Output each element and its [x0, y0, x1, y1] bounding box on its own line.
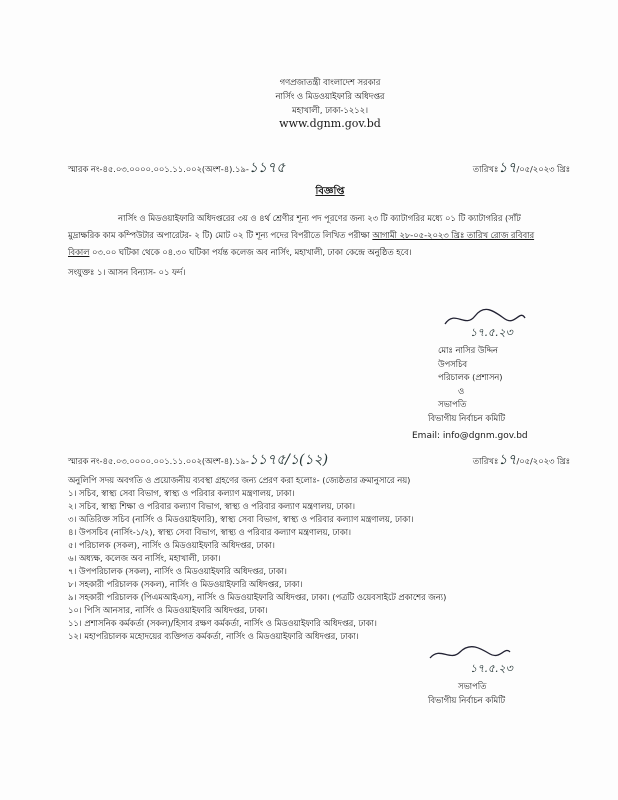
signatory-designation: উপসচিব — [438, 358, 468, 369]
signatory2-committee: বিভাগীয় নির্বাচন কমিটি — [428, 695, 506, 705]
address: মহাখালী, ঢাকা-১২১২। — [292, 105, 368, 115]
list-item: ১০। পিসি আনসার, নার্সিং ও মিডওয়াইফারি অধিদপ্তর, ঢাকা। — [68, 605, 268, 615]
memo-ref-text: স্মারক নং-৪৫.০৩.০০০০.০০১.১১.০০২(অংশ-৪).১৯- — [68, 164, 249, 174]
list-item: ২। সচিব, স্বাস্থ্য শিক্ষা ও পরিবার কল্যাণ বিভাগ, স্বাস্থ্য ও পরিবার কল্যাণ মন্ত্রণালয়, ঢাকা। — [68, 501, 355, 511]
list-item: ১২। মহাপরিচালক মহোদয়ের ব্যক্তিগত কর্মকর্তা, নার্সিং ও মিডওয়াইফারি অধিদপ্তর, ঢাকা। — [68, 631, 359, 641]
signature-date: ১৭.৫.২৩ — [470, 662, 513, 675]
list-item: ১। সচিব, স্বাস্থ্য সেবা বিভাগ, স্বাস্থ্য ও পরিবার কল্যাণ মন্ত্রণালয়, ঢাকা। — [68, 488, 295, 498]
memo2-ref — [68, 448, 328, 472]
memo2-date — [473, 448, 570, 472]
signatory-committee: বিভাগীয় নির্বাচন কমিটি — [428, 412, 506, 423]
body-text-2: কাম কম্পিউটার অপারেটর- ২ টি) মোট ০২ টি শূন্য পদের বিপরীতে লিখিত পরীক্ষা — [102, 230, 373, 240]
notice-body — [68, 210, 548, 261]
exam-date-underlined: আগামী ২৮-০৫-২০২৩ খ্রিঃ তারিখ রোজ রবিবার বিকাল — [68, 230, 535, 257]
distribution-intro: অনুলিপি সদয় অবগতি ও প্রয়োজনীয় ব্যবস্থা গ্রহণের জন্য প্রেরণ করা হলোঃ- (জ্যেষ্ঠতার ক্রমানুসারে নয়) — [68, 475, 411, 485]
list-item: ৯। সহকারী পরিচালক (পিএমআইএস), নার্সিং ও মিডওয়াইফারি অধিদপ্তর, ঢাকা। (পত্রটি ওয়েবসাইটে প্রকাশের জন্য) — [68, 592, 447, 602]
directorate-name: নার্সিং ও মিডওয়াইফারি অধিদপ্তর — [275, 91, 385, 101]
body-text-1: নার্সিং ও মিডওয়াইফারি অধিদপ্তরের ৩য় ও ৪র্থ শ্রেণীর শূন্য পদ পূরণের জন্য ২৩ টি ক্যাটাগরির মধ্যে ০১ টি ক্যাটাগরির (সাঁট মুদ্রাক্ষরিক — [68, 213, 521, 240]
list-item: ৩। অতিরিক্ত সচিব (নার্সিং ও মিডওয়াইফারি), স্বাস্থ্য সেবা বিভাগ, স্বাস্থ্য ও পরিবার কল্যাণ মন্ত্রণালয়, ঢাকা। — [68, 514, 414, 524]
signatory-designation: সভাপতি — [438, 399, 467, 409]
signatory-block — [428, 344, 506, 425]
date-handwritten: ১৭ — [498, 160, 517, 176]
signatory-designation: পরিচালক (প্রশাসন) — [438, 372, 503, 382]
website-link[interactable]: www.dgnm.gov.bd — [279, 117, 381, 130]
memo2-ref-text: স্মারক নং-৪৫.০৩.০০০০.০০১.১১.০০২(অংশ-৪).১৯- — [68, 456, 249, 466]
list-item: ৭। উপপরিচালক (সকল), নার্সিং ও মিডওয়াইফারি অধিদপ্তর, ঢাকা। — [68, 566, 287, 576]
date-handwritten: ১৭ — [498, 452, 517, 468]
signatory2-designation: সভাপতি — [458, 681, 487, 691]
list-item: ৮। সহকারী পরিচালক (সকল), নার্সিং ও মিডওয়াইফারি অধিদপ্তর, ঢাকা। — [68, 579, 303, 589]
signatory-and: ও — [458, 385, 465, 396]
distribution-list — [68, 474, 446, 643]
date-rest: /০৫/২০২৩ খ্রিঃ — [516, 456, 570, 466]
list-item: ১১। প্রশাসনিক কর্মকর্তা (সকল)/হিসাব রক্ষণ কর্মকর্তা, নার্সিং ও মিডওয়াইফারি অধিদপ্তর, ঢাকা। — [68, 618, 377, 628]
date-label: তারিখঃ — [472, 164, 499, 174]
attachment: সংযুক্তঃ ১। আসন বিন্যাস- ০১ ফর্দ। — [68, 267, 186, 277]
body-text-3: ০৩.০০ ঘটিকা থেকে ০৪.৩০ ঘটিকা পর্যন্ত কলেজ অব নার্সিং, মহাখালী, ঢাকা কেন্দ্রে অনুষ্ঠিত হবে। — [92, 247, 412, 257]
list-item: ৪। উপসচিব (নার্সিং-১/২), স্বাস্থ্য সেবা বিভাগ, স্বাস্থ্য ও পরিবার কল্যাণ মন্ত্রণালয়, ঢাকা। — [68, 527, 351, 537]
signature-date: ১৭.৫.২৩ — [470, 326, 513, 339]
list-item: ৬। অধ্যক্ষ, কলেজ অব নার্সিং, মহাখালী, ঢাকা। — [68, 553, 221, 563]
list-item: ৫। পরিচালক (সকল), নার্সিং ও মিডওয়াইফারি অধিদপ্তর, ঢাকা। — [68, 540, 275, 550]
notice-title: বিজ্ঞপ্তি — [315, 186, 345, 197]
memo-ref — [68, 156, 285, 180]
notice-section — [68, 210, 548, 279]
memo2-line — [68, 448, 570, 472]
email-link[interactable]: Email: info@dgnm.gov.bd — [412, 431, 528, 441]
govt-name: গণপ্রজাতন্ত্রী বাংলাদেশ সরকার — [279, 77, 381, 87]
memo-date — [473, 156, 570, 180]
memo-line — [68, 156, 570, 180]
memo2-ref-handwritten: ১১৭৫/১(১২) — [248, 452, 329, 468]
memo-ref-handwritten: ১১৭৫ — [248, 160, 286, 176]
signatory-name: মোঃ নাসির উদ্দিন — [438, 345, 498, 355]
date-rest: /০৫/২০২৩ খ্রিঃ — [516, 164, 570, 174]
date-label: তারিখঃ — [472, 456, 499, 466]
